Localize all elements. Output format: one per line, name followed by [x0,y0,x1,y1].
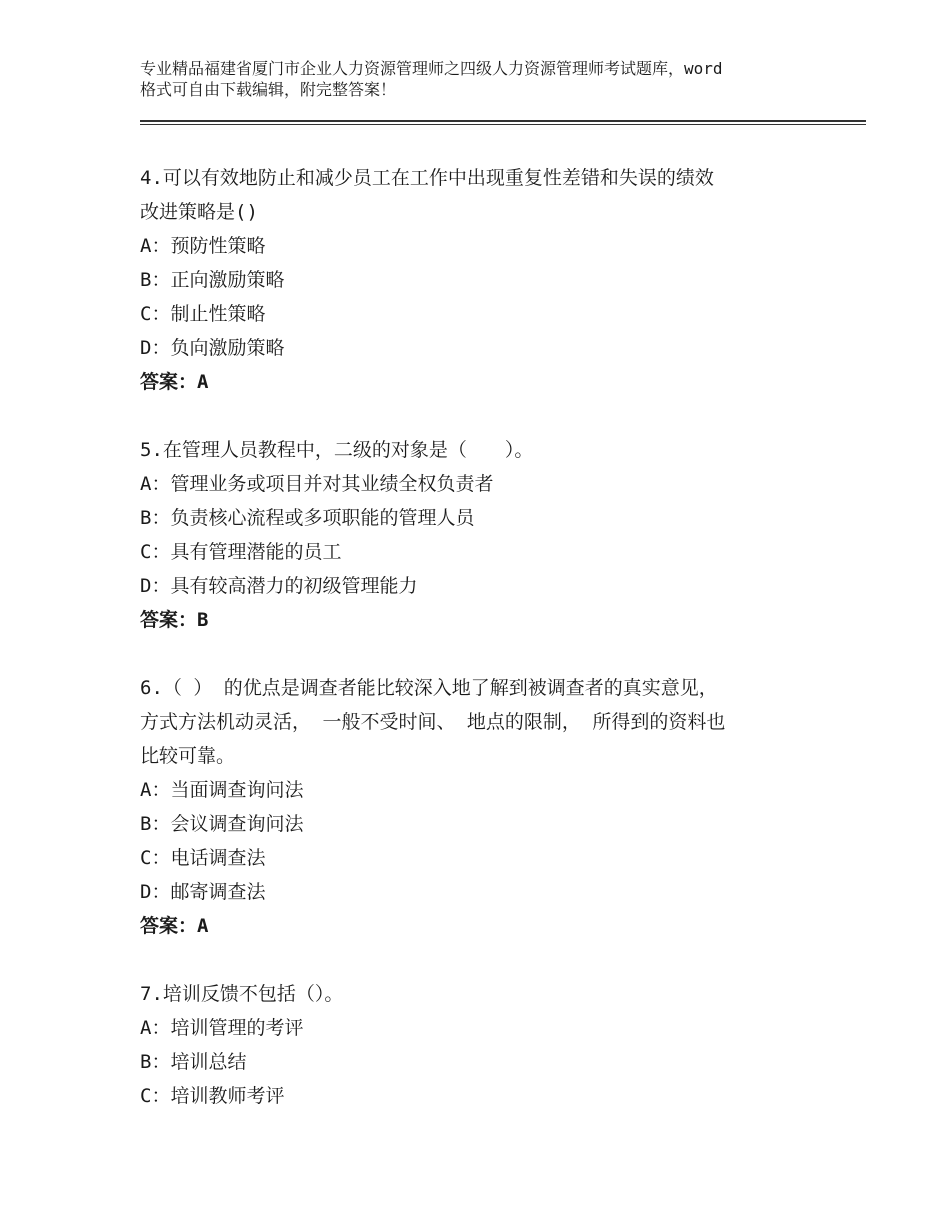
option-c: C：培训教师考评 [140,1085,285,1107]
option-a: A：预防性策略 [140,235,266,257]
option-c: C：制止性策略 [140,303,266,325]
header-divider-thin [140,124,866,125]
question-text: 6.（ ） 的优点是调查者能比较深入地了解到被调查者的真实意见， [140,677,718,699]
header-divider-thick [140,120,866,122]
option-c: C：电话调查法 [140,847,266,869]
header-line-2: 格式可自由下载编辑，附完整答案！ [140,80,397,99]
option-a: A：当面调查询问法 [140,779,304,801]
document-header [140,58,840,100]
option-a: A：培训管理的考评 [140,1017,304,1039]
option-b: B：会议调查询问法 [140,813,304,835]
option-d: D：具有较高潜力的初级管理能力 [140,575,418,597]
option-d: D：邮寄调查法 [140,881,266,903]
question-text: 5.在管理人员教程中，二级的对象是（ ）。 [140,439,534,461]
question-4 [140,161,830,399]
question-5 [140,433,830,637]
question-7 [140,977,830,1113]
question-text: 7.培训反馈不包括（）。 [140,983,344,1005]
answer-line: 答案：A [140,915,209,937]
option-b: B：负责核心流程或多项职能的管理人员 [140,507,475,529]
option-d: D：负向激励策略 [140,337,285,359]
answer-line: 答案：A [140,371,209,393]
question-text: 比较可靠。 [140,745,236,767]
option-c: C：具有管理潜能的员工 [140,541,342,563]
question-6 [140,671,830,943]
question-list [140,161,830,1113]
option-b: B：培训总结 [140,1051,247,1073]
question-text: 改进策略是() [140,201,258,223]
header-line-1: 专业精品福建省厦门市企业人力资源管理师之四级人力资源管理师考试题库，word [140,59,723,78]
answer-line: 答案：B [140,609,209,631]
question-text: 方式方法机动灵活， 一般不受时间、 地点的限制， 所得到的资料也 [140,711,726,733]
question-text: 4.可以有效地防止和减少员工在工作中出现重复性差错和失误的绩效 [140,167,714,189]
option-b: B：正向激励策略 [140,269,285,291]
option-a: A：管理业务或项目并对其业绩全权负责者 [140,473,494,495]
